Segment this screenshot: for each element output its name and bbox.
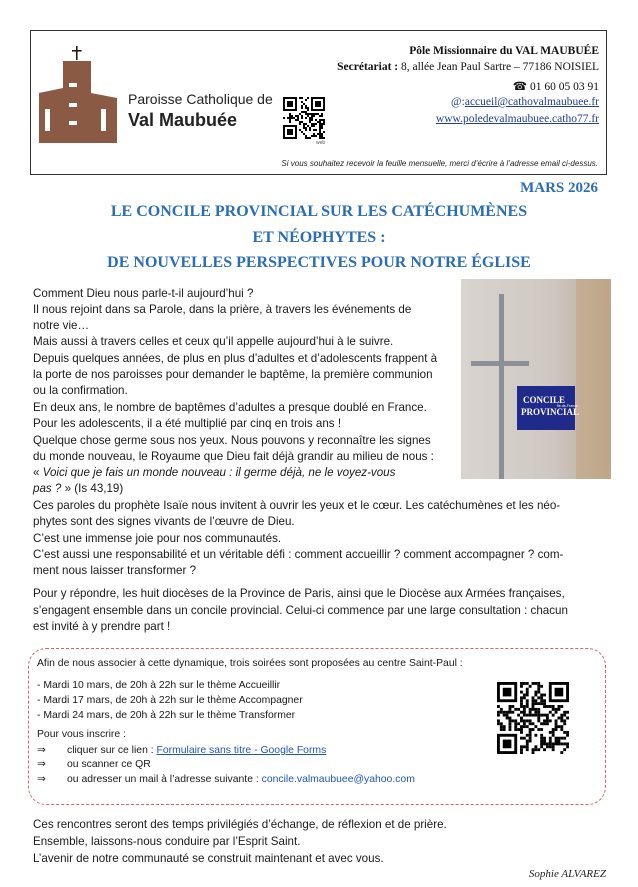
email-line	[451, 96, 599, 108]
body-line: est invité à y prendre part !	[33, 620, 171, 633]
website-qr-code[interactable]	[283, 97, 325, 139]
body-line: Pour y répondre, les huit diocèses de la Province de Paris, ainsi que le Diocèse aux Armées françaises,	[33, 587, 565, 600]
body-line: Il nous rejoint dans sa Parole, dans la prière, à travers les événements de	[33, 303, 412, 316]
body-line: En deux ans, le nombre de baptêmes d’adultes a presque doublé en France.	[33, 401, 427, 414]
bible-quote-line2	[33, 481, 123, 497]
register-option-mail	[37, 773, 415, 785]
register-label: Pour vous inscrire :	[37, 729, 126, 740]
registration-qr-code[interactable]	[497, 682, 569, 754]
title-line1: LE CONCILE PROVINCIAL SUR LES CATÉCHUMÈNES	[110, 203, 528, 220]
event-date-2: - Mardi 17 mars, de 20h à 22h sur le thème Accompagner	[37, 695, 303, 706]
option2-text: ou scanner ce QR	[67, 759, 151, 770]
body-line: phytes sont des signes vivants de l’œuvre de Dieu.	[33, 515, 295, 528]
arrow-right-icon: ⇒	[37, 759, 46, 770]
title-line3: DE NOUVELLES PERSPECTIVES POUR NOTRE ÉGLISE	[107, 254, 531, 271]
concile-email-link[interactable]: concile.valmaubuee@yahoo.com	[261, 774, 415, 785]
subscription-note: Si vous souhaitez recevoir la feuille mensuelle, merci d’écrire à l’adresse email ci-dessus.	[281, 159, 598, 168]
body-line: du monde nouveau, le Royaume que Dieu fait déjà grandir au milieu de nous :	[33, 450, 434, 463]
register-option-link	[37, 744, 326, 756]
closing-line2: Ensemble, laissons-nous conduire par l’Esprit Saint.	[33, 835, 301, 848]
google-forms-link[interactable]: Formulaire sans titre - Google Forms	[156, 745, 327, 756]
email-link[interactable]: accueil@cathovalmaubuee.fr	[464, 96, 599, 108]
quote-text: Voici que je fais un monde nouveau : il germe déjà, ne le voyez-vous	[42, 466, 396, 479]
arrow-right-icon: ⇒	[37, 774, 46, 785]
quote-reference: » (Is 43,19)	[61, 482, 124, 495]
parish-name-line1: Paroisse Catholique de	[128, 91, 273, 107]
header-box	[30, 30, 607, 175]
body-line: C’est une immense joie pour nos communautés.	[33, 532, 282, 545]
quote-open: «	[33, 466, 43, 479]
closing-line3: L’avenir de notre communauté se construit maintenant et avec vous.	[33, 852, 384, 865]
secretariat-address: 8, allée Jean Paul Sartre – 77186 NOISIEL	[398, 61, 599, 73]
qr-caption: web	[316, 140, 326, 146]
register-option-qr	[37, 758, 151, 770]
body-line: Ces paroles du prophète Isaïe nous invitent à ouvrir les yeux et le cœur. Les catéchumènes et les néo-	[33, 499, 561, 512]
email-prefix: @:	[451, 96, 465, 108]
body-line: Quelque chose germe sous nos yeux. Nous pouvons y reconnaître les signes	[33, 434, 431, 447]
event-intro: Afin de nous associer à cette dynamique, trois soirées sont proposées au centre Saint-Paul :	[37, 658, 463, 669]
arrow-right-icon: ⇒	[37, 745, 46, 756]
body-line: C’est aussi une responsabilité et un véritable défi : comment accueillir ? comment accompagner ? com-	[33, 548, 564, 561]
body-line: Pour les adolescents, il a été multiplié par cinq en trois ans !	[33, 417, 342, 430]
secretariat-line	[337, 61, 599, 73]
sign-region: Île-de-France	[557, 404, 578, 408]
option3-prefix: ou adresser un mail à l’adresse suivante :	[67, 774, 262, 785]
phone-icon: ☎	[512, 81, 530, 93]
event-date-1: - Mardi 10 mars, de 20h à 22h sur le thème Accueillir	[37, 680, 281, 691]
body-line: la porte de nos paroisses pour demander le baptême, la première communion	[33, 368, 433, 381]
title-line2: ET NÉOPHYTES :	[252, 229, 386, 246]
body-line: s’engagent ensemble dans un concile provincial. Celui-ci commence par une large consultation : chacun	[33, 604, 568, 617]
quote-text: pas ?	[33, 482, 62, 495]
secretariat-label: Secrétariat :	[337, 61, 399, 73]
signature: Sophie ALVAREZ	[528, 868, 606, 880]
body-line: ment nous laisser transformer ?	[33, 564, 197, 577]
body-line: Comment Dieu nous parle-t-il aujourd’hui ?	[33, 287, 254, 300]
phone-line	[513, 79, 599, 93]
website-link[interactable]: www.poledevalmaubuee.catho77.fr	[435, 113, 599, 125]
body-line: ou la confirmation.	[33, 384, 128, 397]
sign-provincial: PROVINCIAL	[521, 407, 580, 417]
closing-line1: Ces rencontres seront des temps privilégiés d’échange, de réflexion et de prière.	[33, 818, 447, 831]
pole-title: Pôle Missionnaire du VAL MAUBUÉE	[409, 45, 599, 57]
event-date-3: - Mardi 24 mars, de 20h à 22h sur le thème Transformer	[37, 710, 296, 721]
body-line: Mais aussi à travers celles et ceux qu’il appelle aujourd’hui à le suivre.	[33, 335, 394, 348]
issue-date: MARS 2026	[520, 180, 598, 196]
body-line: Depuis quelques années, de plus en plus d’adultes et d’adolescents frappent à	[33, 352, 438, 365]
cross-photo-image	[461, 279, 611, 479]
option1-prefix: cliquer sur ce lien :	[67, 745, 157, 756]
church-logo-icon	[39, 43, 119, 143]
sign-concile: CONCILE	[523, 395, 566, 405]
concile-photo	[461, 279, 611, 479]
body-line: notre vie…	[33, 319, 90, 332]
bible-quote-line1	[33, 465, 395, 481]
parish-name-line2: Val Maubuée	[128, 110, 238, 130]
phone-number: 01 60 05 03 91	[530, 81, 599, 93]
